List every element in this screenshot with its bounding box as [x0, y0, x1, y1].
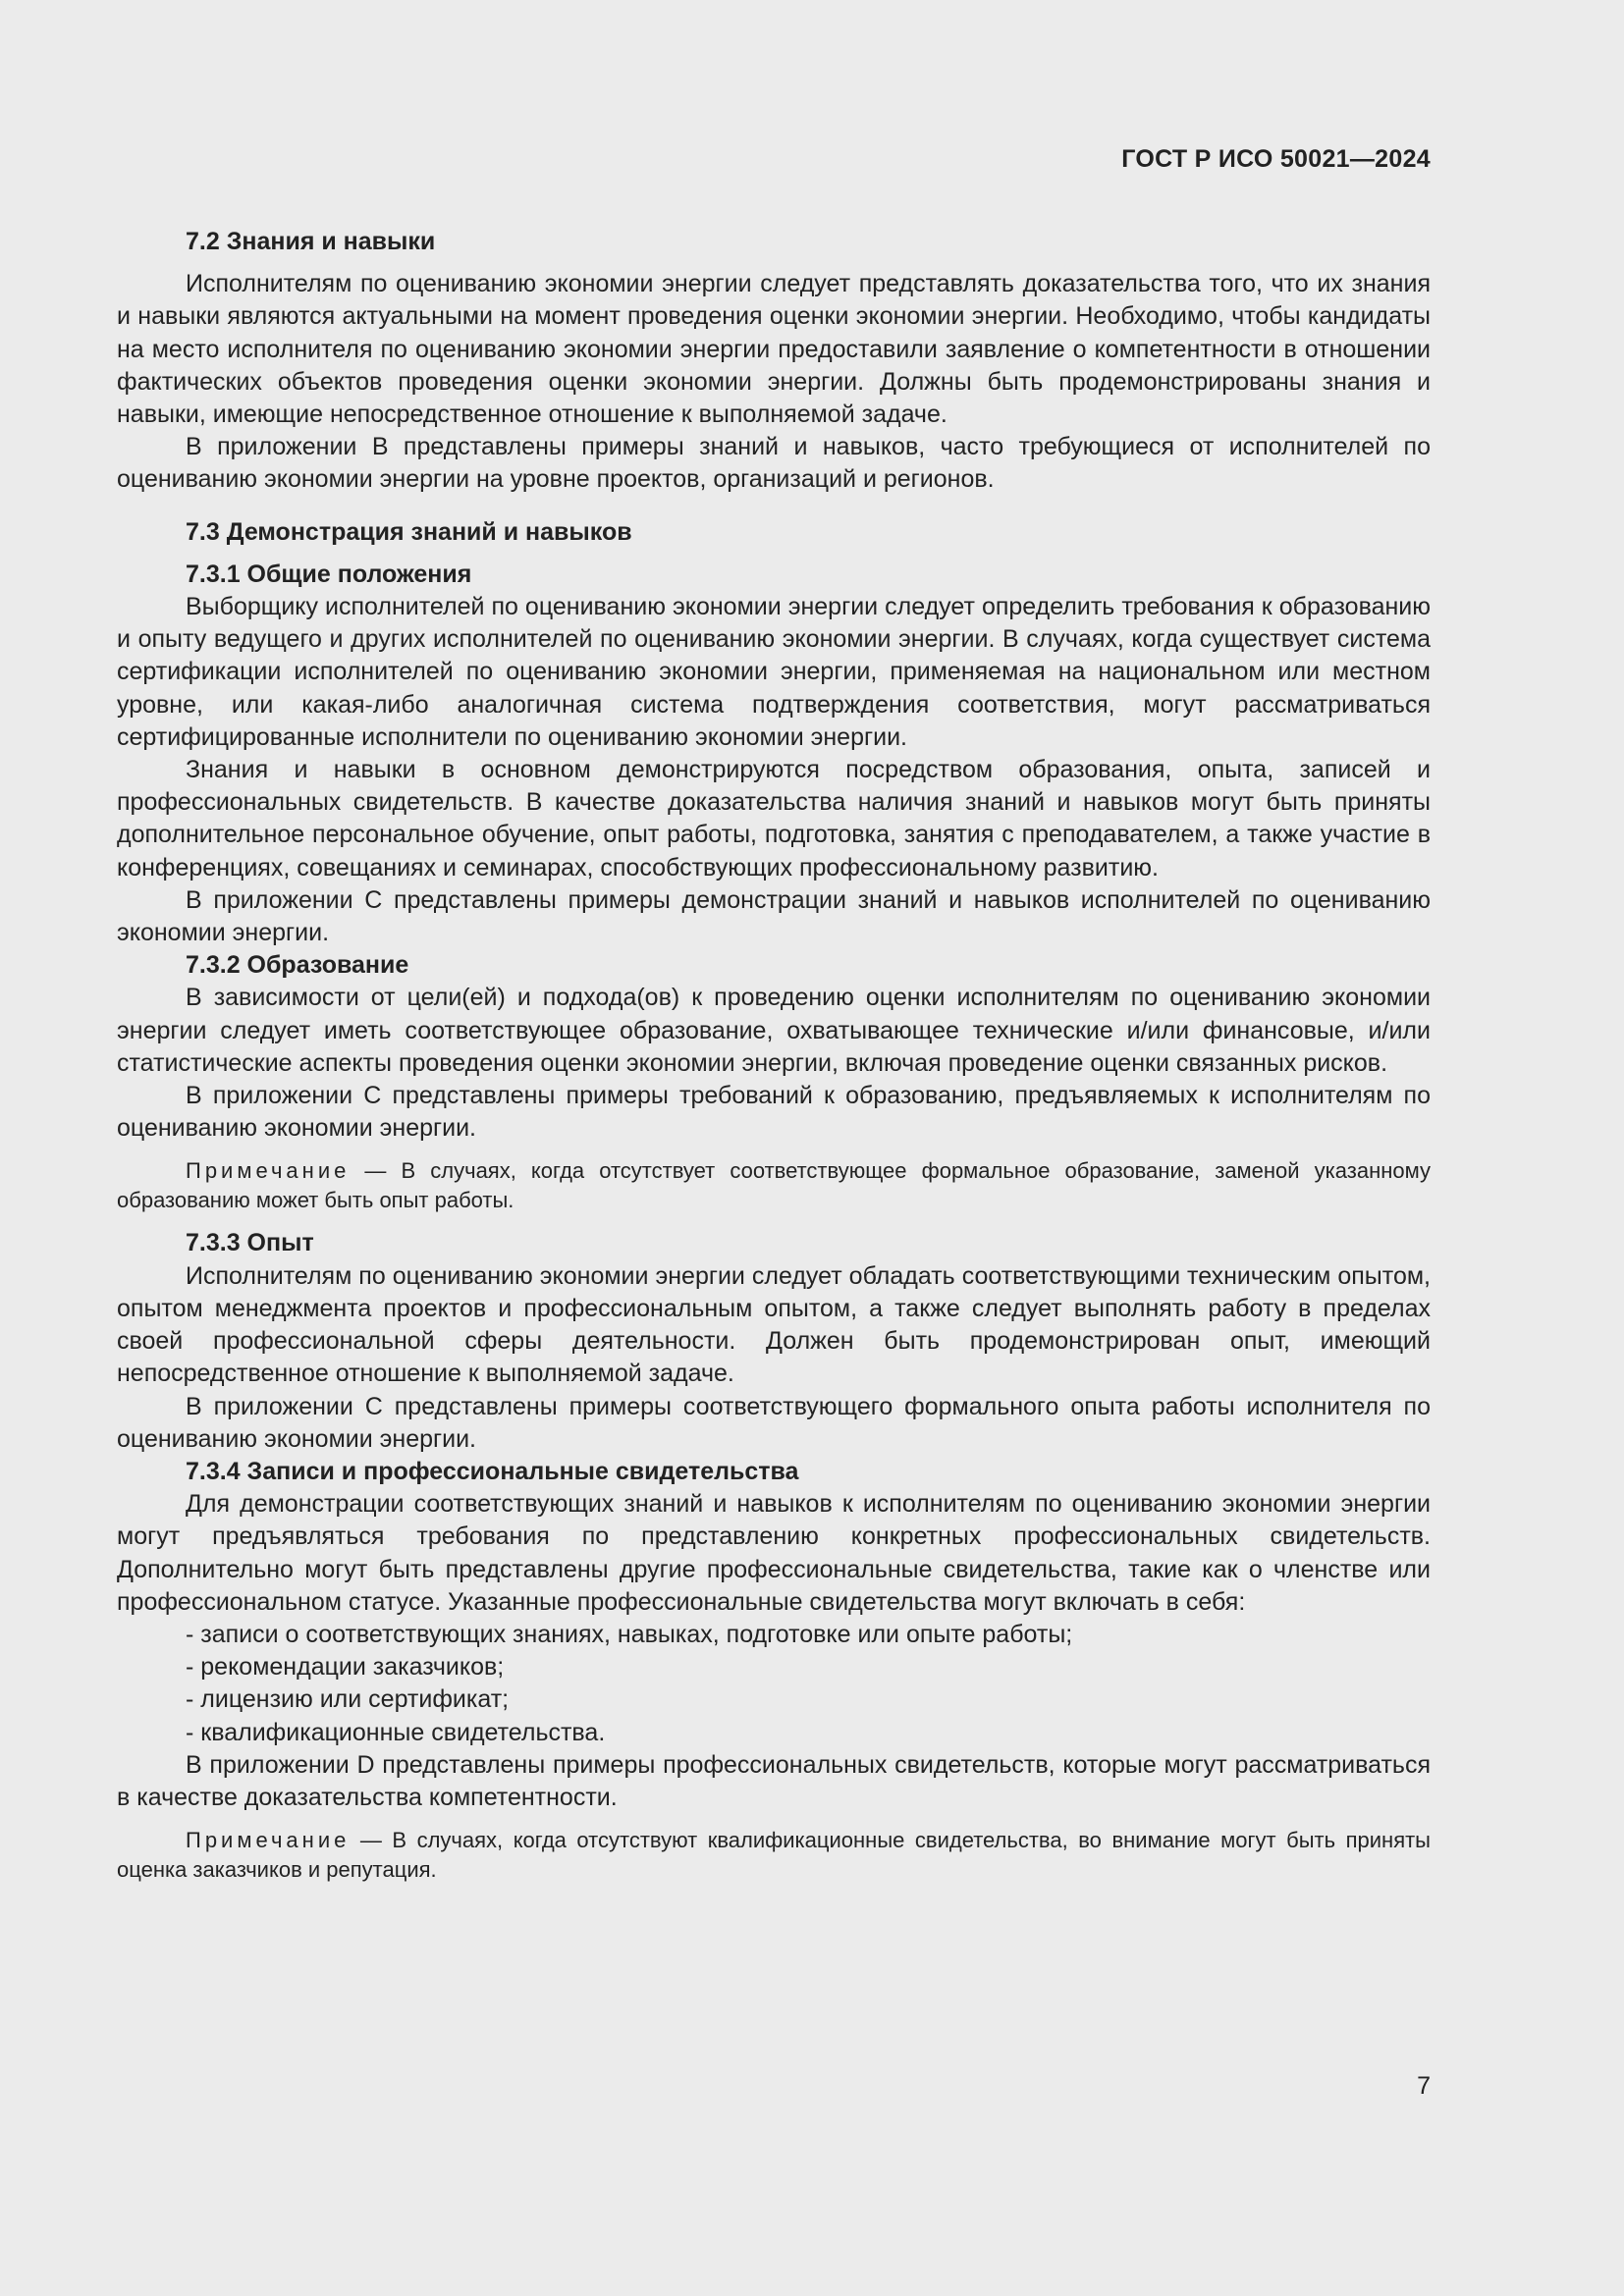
paragraph: В приложении В представлены примеры знаний и навыков, часто требующиеся от исполнителей по оцениванию экономии энергии на уровне проектов, организаций и регионов.	[117, 433, 1431, 494]
list-item: - рекомендации заказчиков;	[117, 1651, 1431, 1683]
list-item: - квалификационные свидетельства.	[117, 1717, 1431, 1749]
paragraph: Выборщику исполнителей по оцениванию экономии энергии следует определить требования к образованию и опыту ведущего и других исполнителей по оцениванию экономии энергии. В случаях, когда существует система сертификации исполнителей по оцениванию экономии энергии, применяемая на национальном или местном уровне, или какая-либо аналогичная система подтверждения соответствия, могут рассматриваться сертифицированные исполнители по оцениванию экономии энергии.	[117, 593, 1431, 751]
paragraph: Для демонстрации соответствующих знаний и навыков к исполнителям по оцениванию экономии энергии могут предъявляться требования по представлению конкретных профессиональных свидетельств. Дополнительно могут быть представлены другие профессиональные свидетельства, такие как о членстве или профессиональном статусе. Указанные профессиональные свидетельства могут включать в себя:	[117, 1490, 1431, 1616]
paragraph: Знания и навыки в основном демонстрируются посредством образования, опыта, записей и профессиональных свидетельств. В качестве доказательства наличия знаний и навыков могут быть приняты дополнительное персональное обучение, опыт работы, подготовка, занятия с преподавателем, а также участие в конференциях, совещаниях и семинарах, способствующих профессиональному развитию.	[117, 756, 1431, 881]
section-7-3-3-heading: 7.3.3 Опыт	[186, 1229, 314, 1257]
note-label: Примечание	[186, 1158, 351, 1184]
section-7-3-1-heading: 7.3.1 Общие положения	[186, 560, 472, 588]
section-7-3-heading: 7.3 Демонстрация знаний и навыков	[186, 517, 632, 546]
list-item: - записи о соответствующих знаниях, навыках, подготовке или опыте работы;	[117, 1619, 1431, 1651]
list-item: - лицензию или сертификат;	[117, 1683, 1431, 1716]
note	[117, 1156, 1431, 1215]
paragraph: В приложении С представлены примеры требований к образованию, предъявляемых к исполнителям по оцениванию экономии энергии.	[117, 1082, 1431, 1143]
note-label: Примечание	[186, 1828, 351, 1853]
paragraph: Исполнителям по оцениванию экономии энергии следует представлять доказательства того, что их знания и навыки являются актуальными на момент проведения оценки экономии энергии. Необходимо, чтобы кандидаты на место исполнителя по оцениванию экономии энергии предоставили заявление о компетентности в отношении фактических объектов проведения оценки экономии энергии. Должны быть продемонстрированы знания и навыки, имеющие непосредственное отношение к выполняемой задаче.	[117, 270, 1431, 429]
page-number: 7	[1417, 2072, 1431, 2100]
paragraph: В приложении С представлены примеры демонстрации знаний и навыков исполнителей по оцениванию экономии энергии.	[117, 885, 1431, 947]
paragraph: Исполнителям по оцениванию экономии энергии следует обладать соответствующими техническим опытом, опытом менеджмента проектов и профессиональным опытом, а также следует выполнять работу в пределах своей профессиональной сферы деятельности. Должен быть продемонстрирован опыт, имеющий непосредственное отношение к выполняемой задаче.	[117, 1261, 1431, 1388]
section-7-2-heading: 7.2 Знания и навыки	[186, 228, 436, 255]
note	[117, 1826, 1431, 1885]
section-7-3-4-heading: 7.3.4 Записи и профессиональные свидетельства	[186, 1457, 799, 1485]
document-body	[117, 226, 1431, 1896]
section-7-3-2-heading: 7.3.2 Образование	[186, 951, 409, 980]
paragraph: В зависимости от цели(ей) и подхода(ов) к проведению оценки исполнителям по оцениванию экономии энергии следует иметь соответствующее образование, охватывающее технические и/или финансовые, и/или статистические аспекты проведения оценки экономии энергии, включая проведение оценки связанных рисков.	[117, 984, 1431, 1077]
paragraph: В приложении С представлены примеры соответствующего формального опыта работы исполнителя по оцениванию экономии энергии.	[117, 1392, 1431, 1453]
note-text: — В случаях, когда отсутствует соответствующее формальное образование, заменой указанному образованию может быть опыт работы.	[117, 1158, 1431, 1213]
document-header: ГОСТ Р ИСО 50021—2024	[1121, 145, 1431, 173]
note-text: — В случаях, когда отсутствуют квалификационные свидетельства, во внимание могут быть приняты оценка заказчиков и репутация.	[117, 1828, 1431, 1883]
paragraph: В приложении D представлены примеры профессиональных свидетельств, которые могут рассматриваться в качестве доказательства компетентности.	[117, 1750, 1431, 1811]
evidence-list	[117, 1619, 1431, 1749]
